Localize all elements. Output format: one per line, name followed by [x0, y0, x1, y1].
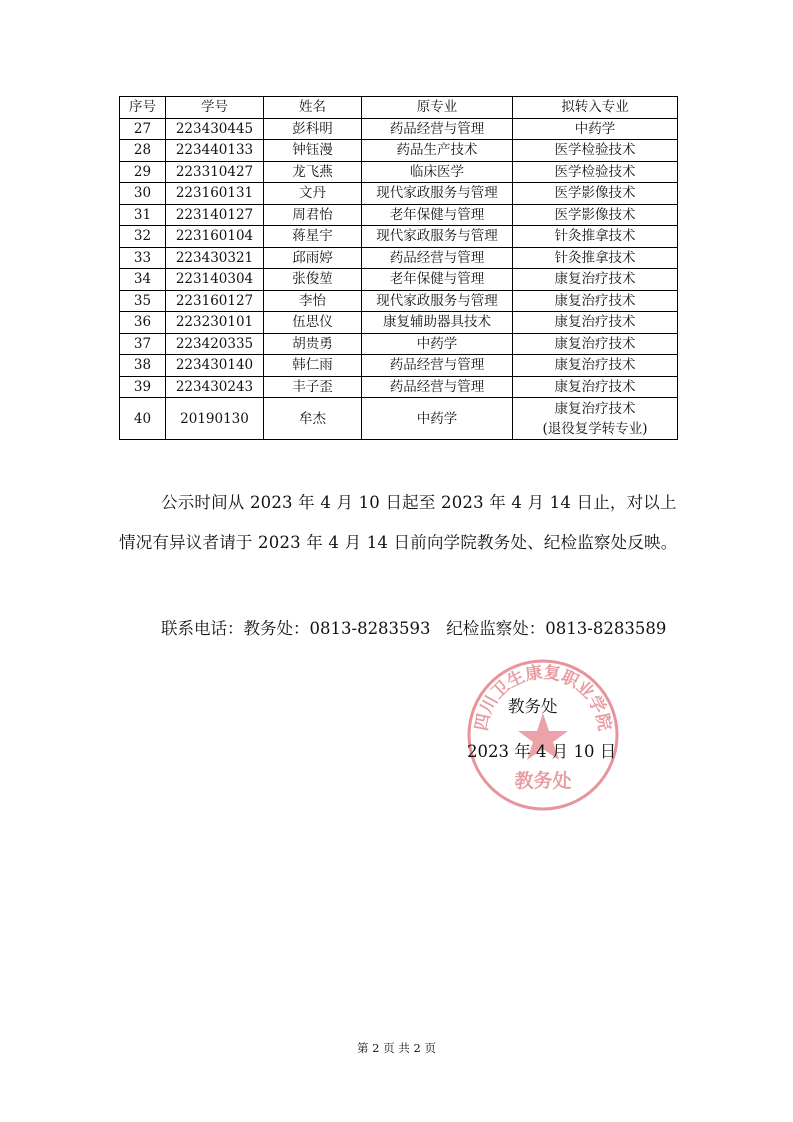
- header-no: 序号: [120, 97, 166, 119]
- cell-no: 38: [120, 355, 166, 377]
- table-row: [120, 183, 678, 205]
- cell-original-major: 药品经营与管理: [362, 247, 513, 269]
- cell-student-id: 223160131: [166, 183, 264, 205]
- header-name: 姓名: [264, 97, 362, 119]
- header-student-id: 学号: [166, 97, 264, 119]
- cell-student-id: 223310427: [166, 161, 264, 183]
- table-row: [120, 333, 678, 355]
- cell-name: 伍思仪: [264, 312, 362, 334]
- target-major-line-2: (退役复学转专业): [542, 420, 648, 437]
- cell-student-id: 223430243: [166, 376, 264, 398]
- header-target-major: 拟转入专业: [513, 97, 678, 119]
- cell-original-major: 现代家政服务与管理: [362, 290, 513, 312]
- cell-no: 33: [120, 247, 166, 269]
- notice-paragraph: 公示时间从 2023 年 4 月 10 日起至 2023 年 4 月 14 日止，对以上情况有异议者请于 2023 年 4 月 14 日前向学院教务处、纪检监察处反映。: [119, 493, 678, 552]
- table-row: [120, 247, 678, 269]
- cell-student-id: 223430445: [166, 118, 264, 140]
- table-row: [120, 118, 678, 140]
- cell-student-id: 223140127: [166, 204, 264, 226]
- cell-original-major: 药品经营与管理: [362, 376, 513, 398]
- official-seal: [463, 655, 623, 815]
- table-body: [120, 118, 678, 440]
- cell-no: 27: [120, 118, 166, 140]
- cell-original-major: 药品经营与管理: [362, 118, 513, 140]
- cell-name: 彭科明: [264, 118, 362, 140]
- cell-name: 文丹: [264, 183, 362, 205]
- cell-student-id: 223160104: [166, 226, 264, 248]
- table-row: [120, 269, 678, 291]
- table-row: [120, 290, 678, 312]
- cell-student-id: 223440133: [166, 140, 264, 162]
- target-major-line-1: 康复治疗技术: [554, 400, 636, 417]
- cell-target-major: 康复治疗技术: [513, 269, 678, 291]
- table-row: [120, 161, 678, 183]
- cell-no: 36: [120, 312, 166, 334]
- cell-name: 蒋星宇: [264, 226, 362, 248]
- table-row: [120, 376, 678, 398]
- cell-no: 31: [120, 204, 166, 226]
- cell-target-major: 针灸推拿技术: [513, 226, 678, 248]
- cell-original-major: 中药学: [362, 398, 513, 440]
- table-row: [120, 398, 678, 440]
- cell-original-major: 现代家政服务与管理: [362, 226, 513, 248]
- transfer-table: [119, 96, 678, 440]
- cell-no: 37: [120, 333, 166, 355]
- seal-outer-text: 四川卫生康复职业学院: [471, 662, 615, 733]
- cell-original-major: 康复辅助器具技术: [362, 312, 513, 334]
- cell-original-major: 现代家政服务与管理: [362, 183, 513, 205]
- table-header-row: [120, 97, 678, 119]
- header-original-major: 原专业: [362, 97, 513, 119]
- cell-target-major: 康复治疗技术: [513, 355, 678, 377]
- seal-inner-text: 教务处: [514, 770, 572, 792]
- cell-original-major: 药品经营与管理: [362, 355, 513, 377]
- cell-name: 龙飞燕: [264, 161, 362, 183]
- cell-target-major: 康复治疗技术: [513, 290, 678, 312]
- signature-office: 教务处: [508, 697, 558, 716]
- cell-no: 32: [120, 226, 166, 248]
- cell-name: 韩仁雨: [264, 355, 362, 377]
- cell-original-major: 老年保健与管理: [362, 269, 513, 291]
- cell-original-major: 临床医学: [362, 161, 513, 183]
- cell-name: 邱雨婷: [264, 247, 362, 269]
- page-footer: 第 2 页 共 2 页: [357, 1041, 436, 1055]
- cell-student-id: 223230101: [166, 312, 264, 334]
- cell-no: 29: [120, 161, 166, 183]
- cell-original-major: 老年保健与管理: [362, 204, 513, 226]
- cell-no: 34: [120, 269, 166, 291]
- cell-target-major: [513, 398, 678, 440]
- cell-student-id: 223420335: [166, 333, 264, 355]
- cell-student-id: 223140304: [166, 269, 264, 291]
- cell-no: 30: [120, 183, 166, 205]
- table-row: [120, 312, 678, 334]
- contact-line: 联系电话：教务处：0813-8283593 纪检监察处：0813-8283589: [161, 619, 667, 638]
- signature-date: 2023 年 4 月 10 日: [467, 742, 617, 761]
- cell-target-major: 医学检验技术: [513, 140, 678, 162]
- cell-target-major: 康复治疗技术: [513, 333, 678, 355]
- cell-name: 丰子歪: [264, 376, 362, 398]
- table-row: [120, 226, 678, 248]
- cell-target-major: 医学检验技术: [513, 161, 678, 183]
- cell-name: 钟钰漫: [264, 140, 362, 162]
- cell-original-major: 药品生产技术: [362, 140, 513, 162]
- cell-no: 40: [120, 398, 166, 440]
- cell-target-major: 中药学: [513, 118, 678, 140]
- table-row: [120, 140, 678, 162]
- cell-no: 35: [120, 290, 166, 312]
- cell-student-id: 223430140: [166, 355, 264, 377]
- cell-original-major: 中药学: [362, 333, 513, 355]
- cell-name: 胡贵勇: [264, 333, 362, 355]
- cell-name: 牟杰: [264, 398, 362, 440]
- cell-name: 李怡: [264, 290, 362, 312]
- cell-no: 28: [120, 140, 166, 162]
- cell-target-major: 针灸推拿技术: [513, 247, 678, 269]
- table-row: [120, 355, 678, 377]
- cell-name: 张俊堃: [264, 269, 362, 291]
- table-row: [120, 204, 678, 226]
- cell-target-major: 康复治疗技术: [513, 312, 678, 334]
- cell-student-id: 223430321: [166, 247, 264, 269]
- cell-target-major: 医学影像技术: [513, 204, 678, 226]
- cell-name: 周君怡: [264, 204, 362, 226]
- cell-student-id: 20190130: [166, 398, 264, 440]
- cell-student-id: 223160127: [166, 290, 264, 312]
- cell-target-major: 康复治疗技术: [513, 376, 678, 398]
- cell-target-major: 医学影像技术: [513, 183, 678, 205]
- cell-no: 39: [120, 376, 166, 398]
